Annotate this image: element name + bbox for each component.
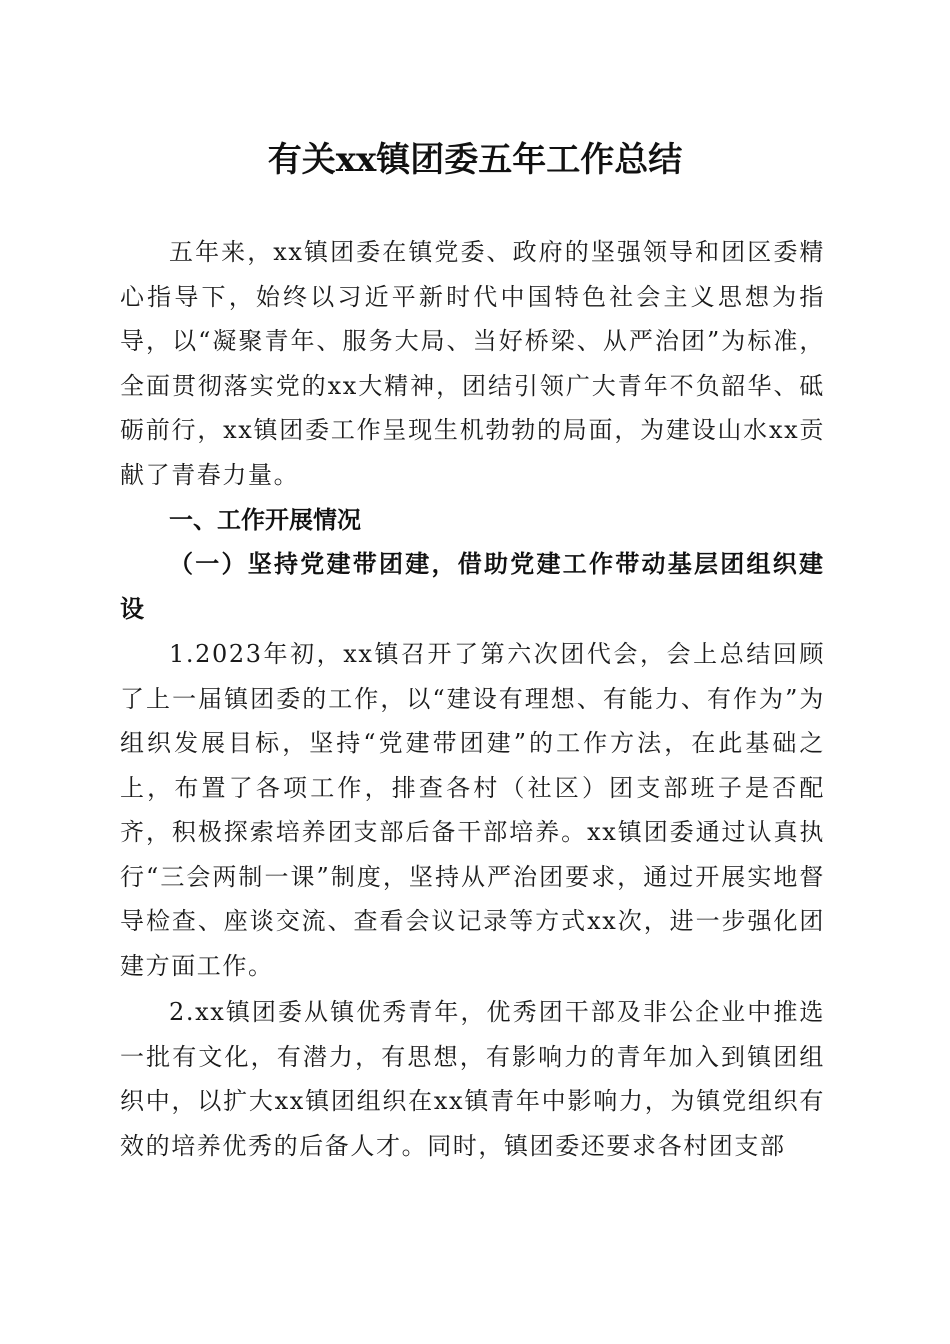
paragraph-item-1: 1.2023年初，xx镇召开了第六次团代会，会上总结回顾了上一届镇团委的工作，以“建设有理想、有能力、有作为”为组织发展目标，坚持“党建带团建”的工作方法，在此基础之上，布置了各项工作，排查各村（社区）团支部班子是否配齐，积极探索培养团支部后备干部培养。xx镇团委通过认真执行“三会两制一课”制度，坚持从严治团要求，通过开展实地督导检查、座谈交流、查看会议记录等方式xx次，进一步强化团建方面工作。 [120,640,825,980]
intro-paragraph: 五年来，xx镇团委在镇党委、政府的坚强领导和团区委精心指导下，始终以习近平新时代中国特色社会主义思想为指导，以“凝聚青年、服务大局、当好桥梁、从严治团”为标准，全面贯彻落实党的xx大精神，团结引领广大青年不负韶华、砥砺前行，xx镇团委工作呈现生机勃勃的局面，为建设山水xx贡献了青春力量。 [120,238,825,489]
paragraph-item-2: 2.xx镇团委从镇优秀青年，优秀团干部及非公企业中推选一批有文化，有潜力，有思想，有影响力的青年加入到镇团组织中，以扩大xx镇团组织在xx镇青年中影响力，为镇党组织有效的培养优秀的后备人才。同时，镇团委还要求各村团支部 [120,998,825,1160]
section-heading: 一、工作开展情况 [169,506,361,534]
subsection-heading: （一）坚持党建带团建，借助党建工作带动基层团组织建设 [120,549,825,623]
document-title: 有关xx镇团委五年工作总结 [267,140,683,180]
